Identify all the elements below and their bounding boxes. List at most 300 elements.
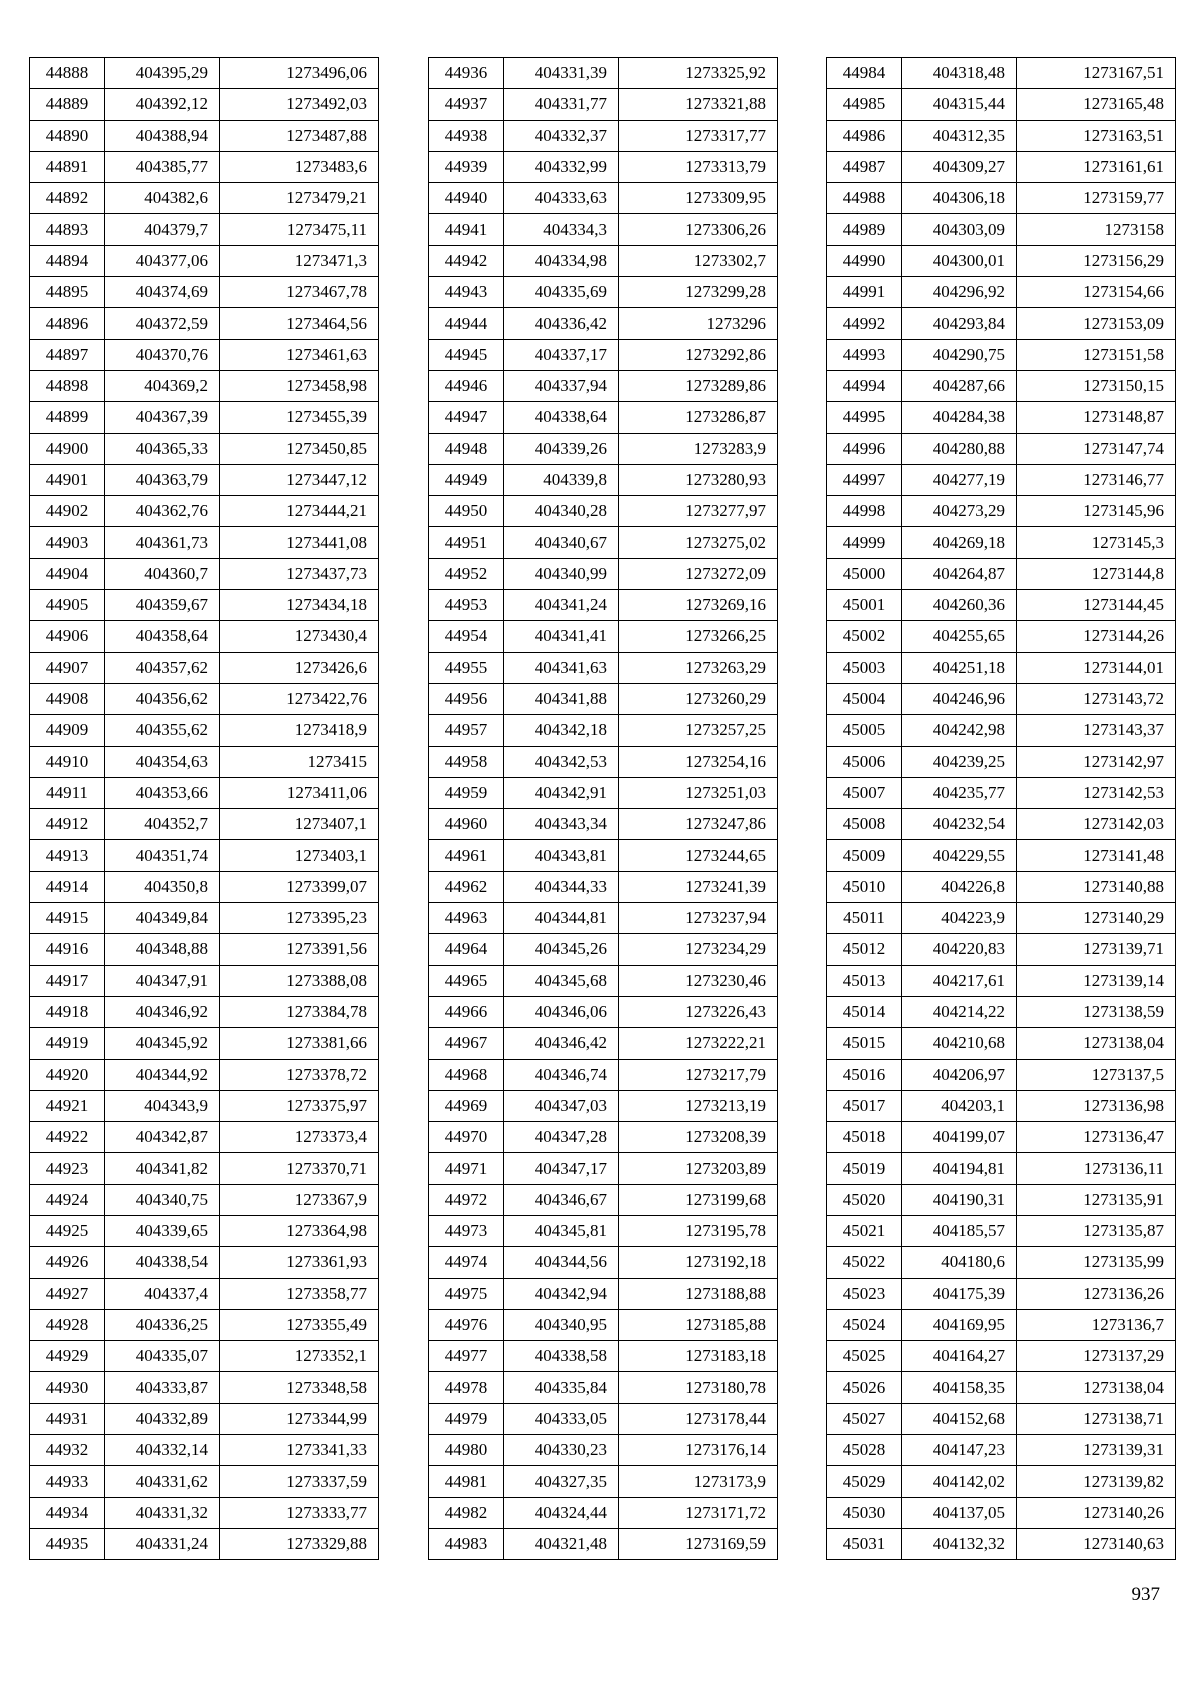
x-coordinate-cell: 404388,94 [105,120,220,151]
table-row [30,1184,379,1215]
table-row [429,746,778,777]
y-coordinate-cell: 1273447,12 [220,464,379,495]
x-coordinate-cell: 404152,68 [902,1403,1017,1434]
point-number-cell: 44905 [30,590,105,621]
x-coordinate-cell: 404251,18 [902,652,1017,683]
point-number-cell: 44970 [429,1122,504,1153]
y-coordinate-cell: 1273280,93 [619,464,778,495]
table-row [827,996,1176,1027]
point-number-cell: 44991 [827,277,902,308]
point-number-cell: 44953 [429,590,504,621]
table-row [429,996,778,1027]
y-coordinate-cell: 1273275,02 [619,527,778,558]
y-coordinate-cell: 1273165,48 [1017,89,1176,120]
y-coordinate-cell: 1273195,78 [619,1215,778,1246]
table-row [30,151,379,182]
y-coordinate-cell: 1273434,18 [220,590,379,621]
x-coordinate-cell: 404199,07 [902,1122,1017,1153]
point-number-cell: 44944 [429,308,504,339]
x-coordinate-cell: 404347,03 [504,1090,619,1121]
table-row [827,1435,1176,1466]
x-coordinate-cell: 404264,87 [902,558,1017,589]
table-body [429,58,778,1560]
x-coordinate-cell: 404246,96 [902,683,1017,714]
x-coordinate-cell: 404337,4 [105,1278,220,1309]
y-coordinate-cell: 1273137,29 [1017,1341,1176,1372]
y-coordinate-cell: 1273153,09 [1017,308,1176,339]
point-number-cell: 45025 [827,1341,902,1372]
table-row [429,402,778,433]
table-row [30,496,379,527]
x-coordinate-cell: 404344,92 [105,1059,220,1090]
x-coordinate-cell: 404362,76 [105,496,220,527]
y-coordinate-cell: 1273138,59 [1017,996,1176,1027]
table-row [827,871,1176,902]
y-coordinate-cell: 1273461,63 [220,339,379,370]
table-row [429,1528,778,1559]
y-coordinate-cell: 1273143,37 [1017,715,1176,746]
y-coordinate-cell: 1273230,46 [619,965,778,996]
table-row [429,433,778,464]
x-coordinate-cell: 404333,63 [504,183,619,214]
x-coordinate-cell: 404379,7 [105,214,220,245]
point-number-cell: 44984 [827,58,902,89]
table-row [429,652,778,683]
point-number-cell: 44978 [429,1372,504,1403]
table-row [30,1153,379,1184]
x-coordinate-cell: 404164,27 [902,1341,1017,1372]
y-coordinate-cell: 1273139,14 [1017,965,1176,996]
x-coordinate-cell: 404331,39 [504,58,619,89]
x-coordinate-cell: 404340,75 [105,1184,220,1215]
point-number-cell: 44975 [429,1278,504,1309]
point-number-cell: 44989 [827,214,902,245]
y-coordinate-cell: 1273325,92 [619,58,778,89]
table-body [827,58,1176,1560]
y-coordinate-cell: 1273467,78 [220,277,379,308]
x-coordinate-cell: 404147,23 [902,1435,1017,1466]
point-number-cell: 45001 [827,590,902,621]
x-coordinate-cell: 404335,84 [504,1372,619,1403]
y-coordinate-cell: 1273487,88 [220,120,379,151]
x-coordinate-cell: 404194,81 [902,1153,1017,1184]
y-coordinate-cell: 1273455,39 [220,402,379,433]
point-number-cell: 44926 [30,1247,105,1278]
point-number-cell: 44941 [429,214,504,245]
point-number-cell: 44950 [429,496,504,527]
y-coordinate-cell: 1273309,95 [619,183,778,214]
y-coordinate-cell: 1273171,72 [619,1497,778,1528]
page-number: 937 [1131,1584,1160,1605]
point-number-cell: 45011 [827,903,902,934]
table-row [30,1466,379,1497]
y-coordinate-cell: 1273144,45 [1017,590,1176,621]
y-coordinate-cell: 1273296 [619,308,778,339]
y-coordinate-cell: 1273159,77 [1017,183,1176,214]
y-coordinate-cell: 1273266,25 [619,621,778,652]
y-coordinate-cell: 1273139,82 [1017,1466,1176,1497]
point-number-cell: 44993 [827,339,902,370]
table-row [429,464,778,495]
table-row [30,1090,379,1121]
y-coordinate-cell: 1273384,78 [220,996,379,1027]
table-row [30,308,379,339]
point-number-cell: 44891 [30,151,105,182]
y-coordinate-cell: 1273185,88 [619,1309,778,1340]
table-row [30,1435,379,1466]
x-coordinate-cell: 404355,62 [105,715,220,746]
table-row [827,245,1176,276]
table-row [827,151,1176,182]
x-coordinate-cell: 404242,98 [902,715,1017,746]
table-row [429,777,778,808]
y-coordinate-cell: 1273146,77 [1017,464,1176,495]
x-coordinate-cell: 404377,06 [105,245,220,276]
table-row [429,1028,778,1059]
point-number-cell: 44969 [429,1090,504,1121]
point-number-cell: 44943 [429,277,504,308]
y-coordinate-cell: 1273144,01 [1017,652,1176,683]
y-coordinate-cell: 1273136,11 [1017,1153,1176,1184]
table-row [827,683,1176,714]
point-number-cell: 44902 [30,496,105,527]
x-coordinate-cell: 404335,69 [504,277,619,308]
point-number-cell: 44940 [429,183,504,214]
y-coordinate-cell: 1273292,86 [619,339,778,370]
table-row [30,1215,379,1246]
table-row [30,558,379,589]
table-row [827,1247,1176,1278]
table-row [827,58,1176,89]
y-coordinate-cell: 1273241,39 [619,871,778,902]
y-coordinate-cell: 1273337,59 [220,1466,379,1497]
point-number-cell: 44907 [30,652,105,683]
x-coordinate-cell: 404345,68 [504,965,619,996]
y-coordinate-cell: 1273138,04 [1017,1372,1176,1403]
x-coordinate-cell: 404382,6 [105,183,220,214]
y-coordinate-cell: 1273192,18 [619,1247,778,1278]
x-coordinate-cell: 404331,62 [105,1466,220,1497]
table-row [827,1153,1176,1184]
y-coordinate-cell: 1273135,99 [1017,1247,1176,1278]
x-coordinate-cell: 404341,24 [504,590,619,621]
point-number-cell: 44893 [30,214,105,245]
table-row [429,214,778,245]
point-number-cell: 44980 [429,1435,504,1466]
x-coordinate-cell: 404232,54 [902,809,1017,840]
x-coordinate-cell: 404338,64 [504,402,619,433]
table-row [429,1435,778,1466]
point-number-cell: 44923 [30,1153,105,1184]
y-coordinate-cell: 1273203,89 [619,1153,778,1184]
point-number-cell: 44892 [30,183,105,214]
x-coordinate-cell: 404336,42 [504,308,619,339]
table-row [429,715,778,746]
table-row [827,339,1176,370]
table-row [429,370,778,401]
x-coordinate-cell: 404361,73 [105,527,220,558]
x-coordinate-cell: 404363,79 [105,464,220,495]
x-coordinate-cell: 404346,74 [504,1059,619,1090]
point-number-cell: 45007 [827,777,902,808]
table-row [30,1497,379,1528]
table-row [827,183,1176,214]
table-row [429,683,778,714]
point-number-cell: 44996 [827,433,902,464]
table-row [827,590,1176,621]
y-coordinate-cell: 1273142,97 [1017,746,1176,777]
x-coordinate-cell: 404343,81 [504,840,619,871]
y-coordinate-cell: 1273381,66 [220,1028,379,1059]
x-coordinate-cell: 404346,06 [504,996,619,1027]
table-row [30,370,379,401]
y-coordinate-cell: 1273415 [220,746,379,777]
x-coordinate-cell: 404335,07 [105,1341,220,1372]
table-row [827,1278,1176,1309]
x-coordinate-cell: 404345,26 [504,934,619,965]
table-row [429,1372,778,1403]
point-number-cell: 45013 [827,965,902,996]
y-coordinate-cell: 1273237,94 [619,903,778,934]
point-number-cell: 45019 [827,1153,902,1184]
point-number-cell: 44954 [429,621,504,652]
x-coordinate-cell: 404342,53 [504,746,619,777]
point-number-cell: 44951 [429,527,504,558]
y-coordinate-cell: 1273150,15 [1017,370,1176,401]
point-number-cell: 44988 [827,183,902,214]
x-coordinate-cell: 404284,38 [902,402,1017,433]
x-coordinate-cell: 404347,91 [105,965,220,996]
point-number-cell: 45015 [827,1028,902,1059]
y-coordinate-cell: 1273144,26 [1017,621,1176,652]
point-number-cell: 45014 [827,996,902,1027]
y-coordinate-cell: 1273136,47 [1017,1122,1176,1153]
point-number-cell: 44990 [827,245,902,276]
y-coordinate-cell: 1273247,86 [619,809,778,840]
x-coordinate-cell: 404331,24 [105,1528,220,1559]
x-coordinate-cell: 404309,27 [902,151,1017,182]
y-coordinate-cell: 1273139,71 [1017,934,1176,965]
x-coordinate-cell: 404334,3 [504,214,619,245]
x-coordinate-cell: 404385,77 [105,151,220,182]
x-coordinate-cell: 404293,84 [902,308,1017,339]
point-number-cell: 44913 [30,840,105,871]
y-coordinate-cell: 1273475,11 [220,214,379,245]
point-number-cell: 45010 [827,871,902,902]
table-row [429,934,778,965]
x-coordinate-cell: 404169,95 [902,1309,1017,1340]
table-row [30,339,379,370]
point-number-cell: 44946 [429,370,504,401]
y-coordinate-cell: 1273344,99 [220,1403,379,1434]
point-number-cell: 44888 [30,58,105,89]
table-row [30,402,379,433]
point-number-cell: 44942 [429,245,504,276]
y-coordinate-cell: 1273422,76 [220,683,379,714]
y-coordinate-cell: 1273441,08 [220,527,379,558]
x-coordinate-cell: 404360,7 [105,558,220,589]
point-number-cell: 44967 [429,1028,504,1059]
y-coordinate-cell: 1273234,29 [619,934,778,965]
point-number-cell: 44974 [429,1247,504,1278]
point-number-cell: 44939 [429,151,504,182]
point-number-cell: 44915 [30,903,105,934]
y-coordinate-cell: 1273341,33 [220,1435,379,1466]
x-coordinate-cell: 404203,1 [902,1090,1017,1121]
point-number-cell: 44997 [827,464,902,495]
y-coordinate-cell: 1273437,73 [220,558,379,589]
point-number-cell: 44981 [429,1466,504,1497]
x-coordinate-cell: 404359,67 [105,590,220,621]
y-coordinate-cell: 1273367,9 [220,1184,379,1215]
table-row [827,214,1176,245]
point-number-cell: 45000 [827,558,902,589]
point-number-cell: 45030 [827,1497,902,1528]
point-number-cell: 44908 [30,683,105,714]
y-coordinate-cell: 1273277,97 [619,496,778,527]
y-coordinate-cell: 1273358,77 [220,1278,379,1309]
x-coordinate-cell: 404223,9 [902,903,1017,934]
y-coordinate-cell: 1273373,4 [220,1122,379,1153]
x-coordinate-cell: 404235,77 [902,777,1017,808]
y-coordinate-cell: 1273144,8 [1017,558,1176,589]
table-row [429,120,778,151]
point-number-cell: 44982 [429,1497,504,1528]
x-coordinate-cell: 404358,64 [105,621,220,652]
x-coordinate-cell: 404260,36 [902,590,1017,621]
point-number-cell: 44927 [30,1278,105,1309]
table-row [429,308,778,339]
point-number-cell: 45002 [827,621,902,652]
x-coordinate-cell: 404346,92 [105,996,220,1027]
y-coordinate-cell: 1273244,65 [619,840,778,871]
point-number-cell: 45027 [827,1403,902,1434]
x-coordinate-cell: 404338,54 [105,1247,220,1278]
x-coordinate-cell: 404315,44 [902,89,1017,120]
x-coordinate-cell: 404344,81 [504,903,619,934]
y-coordinate-cell: 1273135,87 [1017,1215,1176,1246]
y-coordinate-cell: 1273251,03 [619,777,778,808]
table-row [30,1403,379,1434]
table-row [827,464,1176,495]
table-row [827,277,1176,308]
y-coordinate-cell: 1273140,26 [1017,1497,1176,1528]
x-coordinate-cell: 404336,25 [105,1309,220,1340]
x-coordinate-cell: 404226,8 [902,871,1017,902]
table-row [429,1403,778,1434]
point-number-cell: 44917 [30,965,105,996]
table-row [827,370,1176,401]
y-coordinate-cell: 1273138,71 [1017,1403,1176,1434]
x-coordinate-cell: 404342,91 [504,777,619,808]
point-number-cell: 44973 [429,1215,504,1246]
table-row [827,89,1176,120]
table-row [30,58,379,89]
table-row [429,1309,778,1340]
table-row [827,621,1176,652]
x-coordinate-cell: 404337,94 [504,370,619,401]
table-row [429,89,778,120]
y-coordinate-cell: 1273176,14 [619,1435,778,1466]
x-coordinate-cell: 404331,77 [504,89,619,120]
y-coordinate-cell: 1273180,78 [619,1372,778,1403]
x-coordinate-cell: 404332,99 [504,151,619,182]
x-coordinate-cell: 404341,63 [504,652,619,683]
x-coordinate-cell: 404344,33 [504,871,619,902]
point-number-cell: 44995 [827,402,902,433]
table-row [30,777,379,808]
x-coordinate-cell: 404332,37 [504,120,619,151]
point-number-cell: 44922 [30,1122,105,1153]
x-coordinate-cell: 404348,88 [105,934,220,965]
point-number-cell: 44920 [30,1059,105,1090]
table-row [827,1059,1176,1090]
x-coordinate-cell: 404332,89 [105,1403,220,1434]
table-row [429,277,778,308]
x-coordinate-cell: 404210,68 [902,1028,1017,1059]
point-number-cell: 44962 [429,871,504,902]
point-number-cell: 44894 [30,245,105,276]
point-number-cell: 45006 [827,746,902,777]
y-coordinate-cell: 1273364,98 [220,1215,379,1246]
x-coordinate-cell: 404229,55 [902,840,1017,871]
y-coordinate-cell: 1273329,88 [220,1528,379,1559]
x-coordinate-cell: 404324,44 [504,1497,619,1528]
x-coordinate-cell: 404367,39 [105,402,220,433]
x-coordinate-cell: 404331,32 [105,1497,220,1528]
point-number-cell: 44896 [30,308,105,339]
table-row [30,1278,379,1309]
x-coordinate-cell: 404346,67 [504,1184,619,1215]
point-number-cell: 44889 [30,89,105,120]
y-coordinate-cell: 1273135,91 [1017,1184,1176,1215]
table-row [827,527,1176,558]
y-coordinate-cell: 1273464,56 [220,308,379,339]
table-row [30,527,379,558]
table-row [30,965,379,996]
x-coordinate-cell: 404132,32 [902,1528,1017,1559]
table-row [30,871,379,902]
y-coordinate-cell: 1273302,7 [619,245,778,276]
point-number-cell: 44910 [30,746,105,777]
point-number-cell: 44928 [30,1309,105,1340]
x-coordinate-cell: 404338,58 [504,1341,619,1372]
table-row [30,120,379,151]
y-coordinate-cell: 1273217,79 [619,1059,778,1090]
y-coordinate-cell: 1273169,59 [619,1528,778,1559]
x-coordinate-cell: 404318,48 [902,58,1017,89]
table-row [827,903,1176,934]
x-coordinate-cell: 404306,18 [902,183,1017,214]
point-number-cell: 44901 [30,464,105,495]
table-row [30,996,379,1027]
x-coordinate-cell: 404369,2 [105,370,220,401]
x-coordinate-cell: 404345,92 [105,1028,220,1059]
table-row [827,1372,1176,1403]
point-number-cell: 44957 [429,715,504,746]
point-number-cell: 44925 [30,1215,105,1246]
y-coordinate-cell: 1273163,51 [1017,120,1176,151]
table-row [827,809,1176,840]
y-coordinate-cell: 1273348,58 [220,1372,379,1403]
y-coordinate-cell: 1273411,06 [220,777,379,808]
x-coordinate-cell: 404158,35 [902,1372,1017,1403]
y-coordinate-cell: 1273286,87 [619,402,778,433]
point-number-cell: 45005 [827,715,902,746]
y-coordinate-cell: 1273178,44 [619,1403,778,1434]
table-row [30,903,379,934]
y-coordinate-cell: 1273403,1 [220,840,379,871]
